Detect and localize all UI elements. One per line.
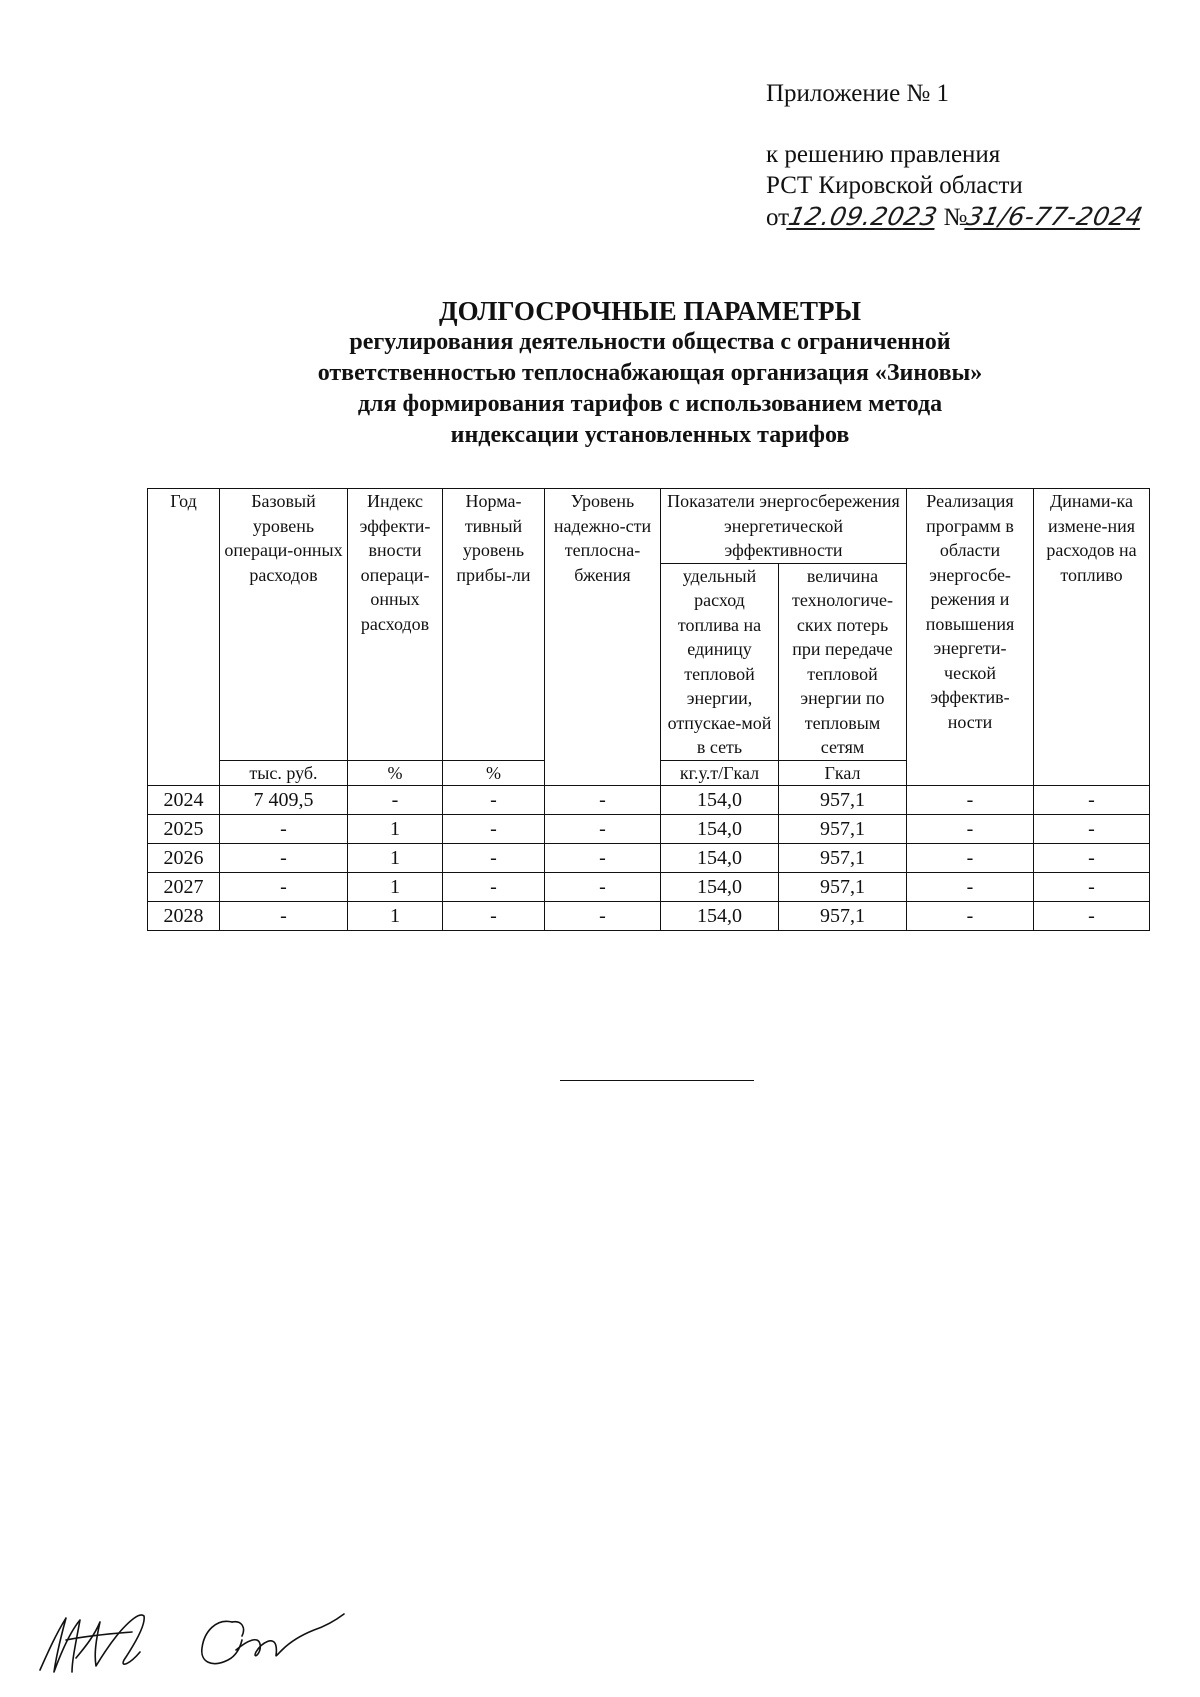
cell-profit-level: -: [443, 786, 545, 815]
cell-fuel-dynamics: -: [1034, 873, 1150, 902]
number-label: №: [943, 204, 968, 231]
decision-date: 12.09.2023: [786, 202, 941, 231]
header-year: Год: [148, 489, 220, 786]
appendix-date-line: [766, 201, 1147, 233]
cell-fuel-consumption: 154,0: [661, 786, 779, 815]
decision-number: 31/6-77-2024: [964, 202, 1147, 231]
cell-base-level: 7 409,5: [220, 786, 348, 815]
unit-base-level: тыс. руб.: [220, 760, 348, 786]
unit-profit-level: %: [443, 760, 545, 786]
header-heat-losses: величина технологиче-ских потерь при передаче тепловой энергии по тепловым сетям: [779, 563, 907, 760]
table-row: [148, 815, 1150, 844]
cell-programs: -: [907, 786, 1034, 815]
cell-efficiency-index: 1: [348, 815, 443, 844]
heading-line-4: индексации установленных тарифов: [450, 422, 850, 448]
unit-efficiency-index: %: [348, 760, 443, 786]
header-programs: Реализация программ в области энергосбе-режения и повышения энергети-ческой эффектив-ности: [907, 489, 1034, 786]
cell-heat-losses: 957,1: [779, 815, 907, 844]
heading-line-2: ответственностью теплоснабжающая организация «Зиновы»: [317, 360, 983, 386]
cell-heat-losses: 957,1: [779, 873, 907, 902]
document-heading: [150, 296, 1150, 451]
appendix-block: [766, 78, 1147, 233]
cell-reliability: -: [545, 786, 661, 815]
cell-programs: -: [907, 844, 1034, 873]
cell-programs: -: [907, 873, 1034, 902]
cell-heat-losses: 957,1: [779, 786, 907, 815]
cell-fuel-consumption: 154,0: [661, 873, 779, 902]
cell-year: 2027: [148, 873, 220, 902]
header-efficiency-index: Индекс эффекти-вности операци-онных расходов: [348, 489, 443, 761]
cell-reliability: -: [545, 902, 661, 931]
handwritten-initials: [36, 1600, 356, 1680]
cell-heat-losses: 957,1: [779, 902, 907, 931]
cell-programs: -: [907, 902, 1034, 931]
cell-efficiency-index: 1: [348, 902, 443, 931]
cell-profit-level: -: [443, 844, 545, 873]
cell-year: 2028: [148, 902, 220, 931]
cell-fuel-dynamics: -: [1034, 815, 1150, 844]
from-label: от: [766, 204, 790, 231]
cell-base-level: -: [220, 902, 348, 931]
cell-reliability: -: [545, 844, 661, 873]
header-fuel-dynamics: Динами-ка измене-ния расходов на топливо: [1034, 489, 1150, 786]
cell-efficiency-index: -: [348, 786, 443, 815]
table-row: [148, 902, 1150, 931]
cell-fuel-dynamics: -: [1034, 902, 1150, 931]
table-row: [148, 786, 1150, 815]
header-profit-level: Норма-тивный уровень прибы-ли: [443, 489, 545, 761]
cell-fuel-consumption: 154,0: [661, 902, 779, 931]
cell-programs: -: [907, 815, 1034, 844]
cell-base-level: -: [220, 844, 348, 873]
cell-profit-level: -: [443, 902, 545, 931]
cell-efficiency-index: 1: [348, 873, 443, 902]
appendix-title: Приложение № 1: [766, 80, 950, 107]
cell-heat-losses: 957,1: [779, 844, 907, 873]
header-energy-group: Показатели энергосбережения энергетической эффективности: [661, 489, 907, 564]
header-row-1: [148, 489, 1150, 564]
cell-fuel-consumption: 154,0: [661, 815, 779, 844]
unit-fuel-consumption: кг.у.т/Гкал: [661, 760, 779, 786]
parameters-table: [147, 488, 1150, 931]
header-fuel-consumption: удельный расход топлива на единицу тепловой энергии, отпускае-мой в сеть: [661, 563, 779, 760]
appendix-line-2: РСТ Кировской области: [766, 172, 1023, 199]
unit-heat-losses: Гкал: [779, 760, 907, 786]
cell-fuel-consumption: 154,0: [661, 844, 779, 873]
cell-reliability: -: [545, 873, 661, 902]
heading-line-1: регулирования деятельности общества с ограниченной: [349, 329, 951, 355]
cell-base-level: -: [220, 873, 348, 902]
header-base-level: Базовый уровень операци-онных расходов: [220, 489, 348, 761]
cell-reliability: -: [545, 815, 661, 844]
cell-base-level: -: [220, 815, 348, 844]
cell-year: 2024: [148, 786, 220, 815]
cell-efficiency-index: 1: [348, 844, 443, 873]
cell-year: 2025: [148, 815, 220, 844]
cell-profit-level: -: [443, 815, 545, 844]
appendix-line-1: к решению правления: [766, 141, 1001, 168]
closing-rule: [560, 1080, 754, 1081]
cell-fuel-dynamics: -: [1034, 786, 1150, 815]
table-row: [148, 844, 1150, 873]
table-row: [148, 873, 1150, 902]
cell-profit-level: -: [443, 873, 545, 902]
cell-fuel-dynamics: -: [1034, 844, 1150, 873]
heading-main: ДОЛГОСРОЧНЫЕ ПАРАМЕТРЫ: [439, 296, 861, 326]
heading-line-3: для формирования тарифов с использованием метода: [357, 391, 943, 417]
cell-year: 2026: [148, 844, 220, 873]
header-reliability: Уровень надежно-сти теплосна-бжения: [545, 489, 661, 786]
